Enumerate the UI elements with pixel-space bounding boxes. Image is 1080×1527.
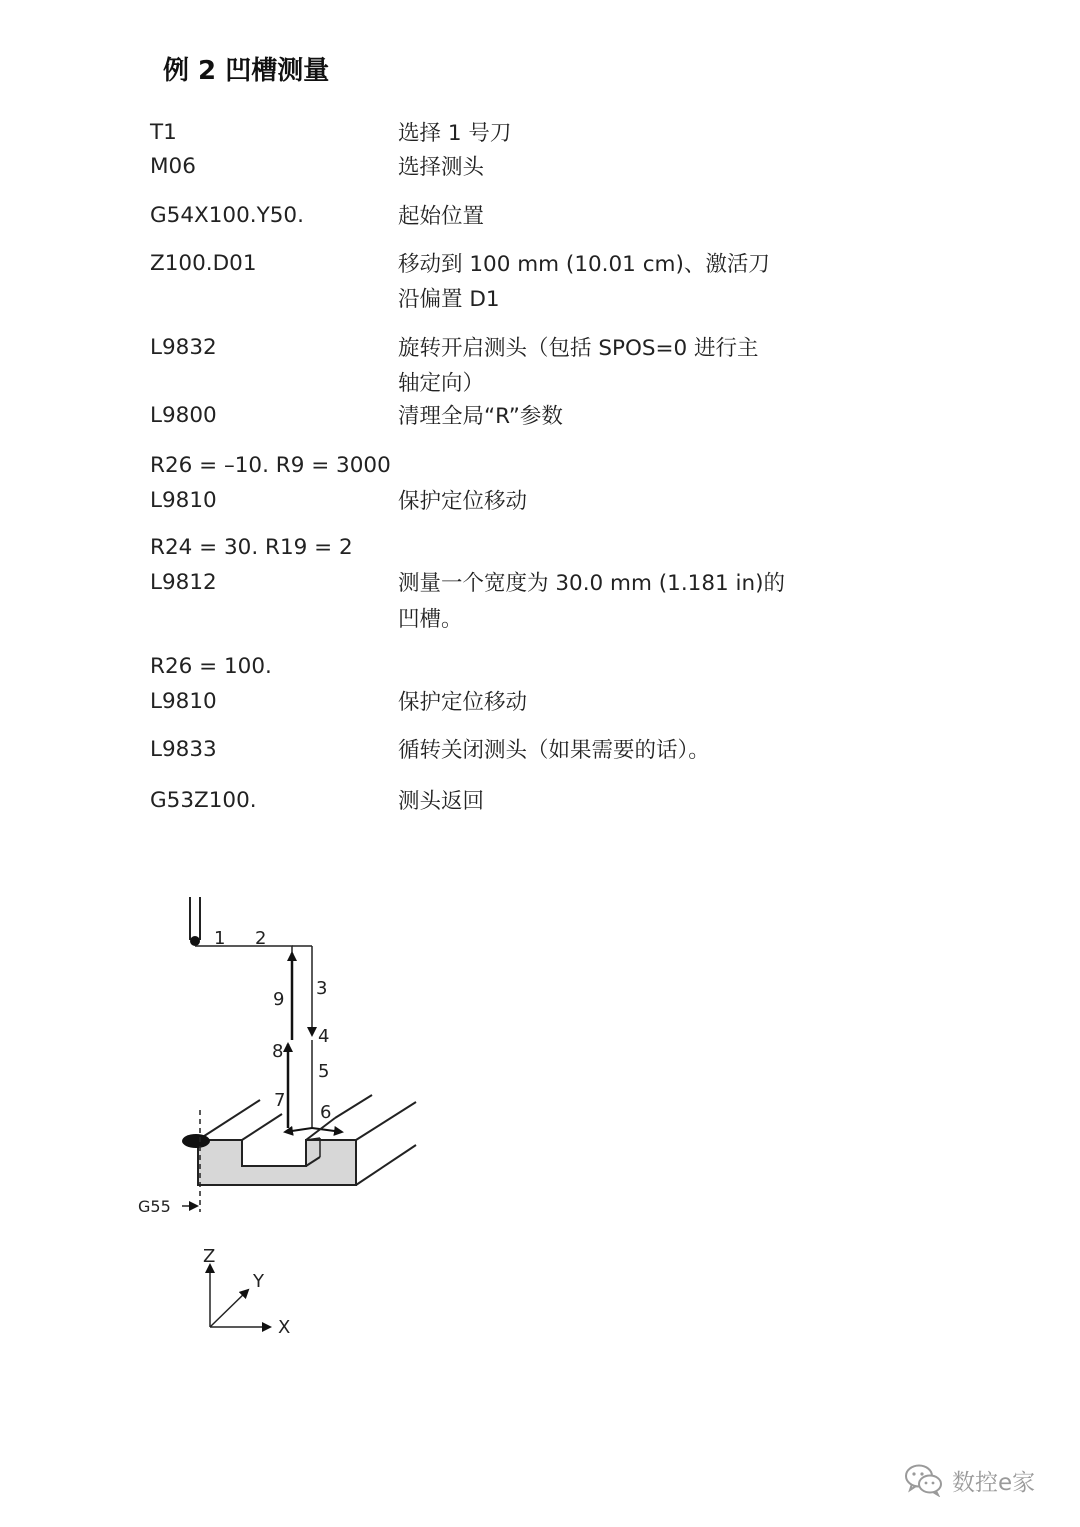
step-label-8: 8: [272, 1041, 284, 1062]
step-label-9: 9: [273, 989, 285, 1010]
workpiece: [182, 1095, 416, 1212]
comment-line: 测头返回: [398, 789, 485, 814]
code-line: L9812: [150, 570, 217, 595]
code-line: R26 = 100.: [150, 654, 272, 679]
code-line: L9810: [150, 488, 217, 513]
step-label-4: 4: [318, 1026, 330, 1047]
code-line: G53Z100.: [150, 788, 257, 813]
comment-line: 选择 1 号刀: [398, 121, 512, 146]
comment-line-continued: 轴定向）: [398, 371, 485, 396]
comment-line: 清理全局“R”参数: [398, 404, 563, 429]
page-title: 例 2 凹槽测量: [163, 56, 330, 86]
comment-line: 保护定位移动: [398, 489, 528, 514]
code-line: G54X100.Y50.: [150, 203, 304, 228]
comment-line: 选择测头: [398, 155, 485, 180]
code-line: T1: [150, 120, 177, 145]
wechat-icon: [904, 1463, 944, 1497]
comment-line: 循转关闭测头（如果需要的话）。: [398, 738, 710, 763]
comment-line: 移动到 100 mm (10.01 cm)、激活刀: [398, 252, 770, 277]
comment-line-continued: 沿偏置 D1: [398, 287, 500, 312]
code-line: L9832: [150, 335, 217, 360]
comment-line: 旋转开启测头（包括 SPOS=0 进行主: [398, 336, 759, 361]
comment-line: 测量一个宽度为 30.0 mm (1.181 in)的: [398, 571, 786, 596]
step-label-7: 7: [274, 1090, 286, 1111]
step-label-1: 1: [214, 928, 226, 949]
code-line: L9833: [150, 737, 217, 762]
axis-label-z: Z: [203, 1246, 216, 1267]
axis-label-x: X: [278, 1317, 291, 1338]
comment-line-continued: 凹槽。: [398, 607, 463, 632]
code-line: L9800: [150, 403, 217, 428]
code-line: L9810: [150, 689, 217, 714]
step-label-3: 3: [316, 978, 328, 999]
code-line: Z100.D01: [150, 251, 257, 276]
watermark-text: 数控e家: [952, 1469, 1036, 1496]
comment-line: 起始位置: [398, 204, 485, 229]
datum-label: G55: [138, 1197, 171, 1216]
slot-measurement-diagram: [0, 880, 460, 1360]
code-line: M06: [150, 154, 196, 179]
step-label-2: 2: [255, 928, 267, 949]
step-label-6: 6: [320, 1102, 332, 1123]
axis-label-y: Y: [253, 1271, 264, 1292]
comment-line: 保护定位移动: [398, 690, 528, 715]
probe-stylus: [190, 897, 200, 946]
step-label-5: 5: [318, 1061, 330, 1082]
code-line: R26 = –10. R9 = 3000: [150, 453, 391, 478]
watermark: [904, 1455, 1035, 1505]
code-line: R24 = 30. R19 = 2: [150, 535, 353, 560]
